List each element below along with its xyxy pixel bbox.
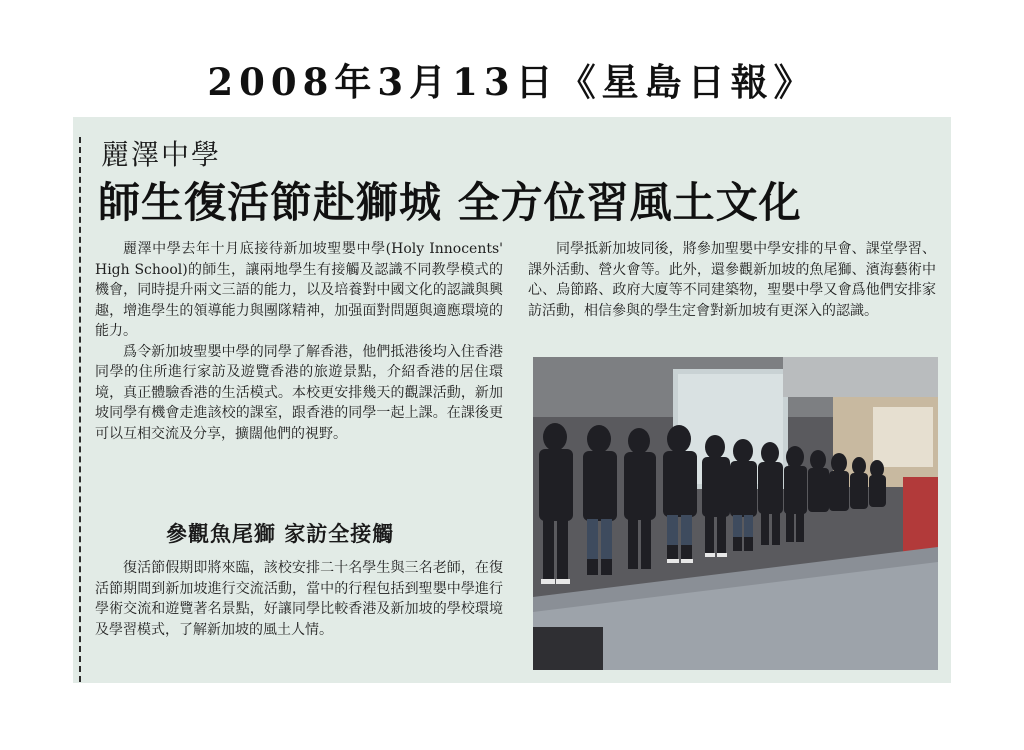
article-headline: 師生復活節赴獅城 全方位習風土文化 [98,178,802,227]
article-kicker: 麗澤中學 [101,138,222,171]
article-photo [533,357,938,670]
article-column-left-lower [95,558,503,640]
article-subheading: 參觀魚尾獅 家訪全接觸 [166,522,395,546]
article-paragraph: 麗澤中學去年十月底接待新加坡聖嬰中學(Holy Innocents' High School)的師生，讓兩地學生有接觸及認識不同教學模式的機會，同時提升兩文三語的能力，以及培養對中國文化的認識與興趣，增進學生的領導能力與團隊精神，加强面對問題與適應環境的能力。 [95,241,503,339]
article-column-left [95,239,503,444]
students-on-stage-photo [533,357,938,670]
article-paragraph: 復活節假期即將來臨，該校安排二十名學生與三名老師，在復活節期間到新加坡進行交流活動，當中的行程包括到聖嬰中學進行學術交流和遊覽著名景點，好讓同學比較香港及新加坡的學校環境及學習模式，了解新加坡的風土人情。 [95,560,503,638]
article-paragraph: 爲令新加坡聖嬰中學的同學了解香港，他們抵港後均入住香港同學的住所進行家訪及遊覽香港的旅遊景點，介紹香港的居住環境，真正體驗香港的生活模式。本校更安排幾天的觀課活動，新加坡同學有機會走進該校的課室，跟香港的同學一起上課。在課後更可以互相交流及分享，擴闊他們的視野。 [95,343,503,442]
clipping-border-line [79,137,83,682]
article-paragraph: 同學抵新加坡同後，將參加聖嬰中學安排的早會、課堂學習、課外活動、營火會等。此外，還參觀新加坡的魚尾獅、濱海藝術中心、烏節路、政府大廈等不同建築物，聖嬰中學又會爲他們安排家訪活動，相信參與的學生定會對新加坡有更深入的認識。 [528,241,936,319]
newspaper-clipping [73,117,951,683]
page-heading: 2008年3月13日《星島日報》 [207,60,817,104]
article-column-right [528,239,936,321]
